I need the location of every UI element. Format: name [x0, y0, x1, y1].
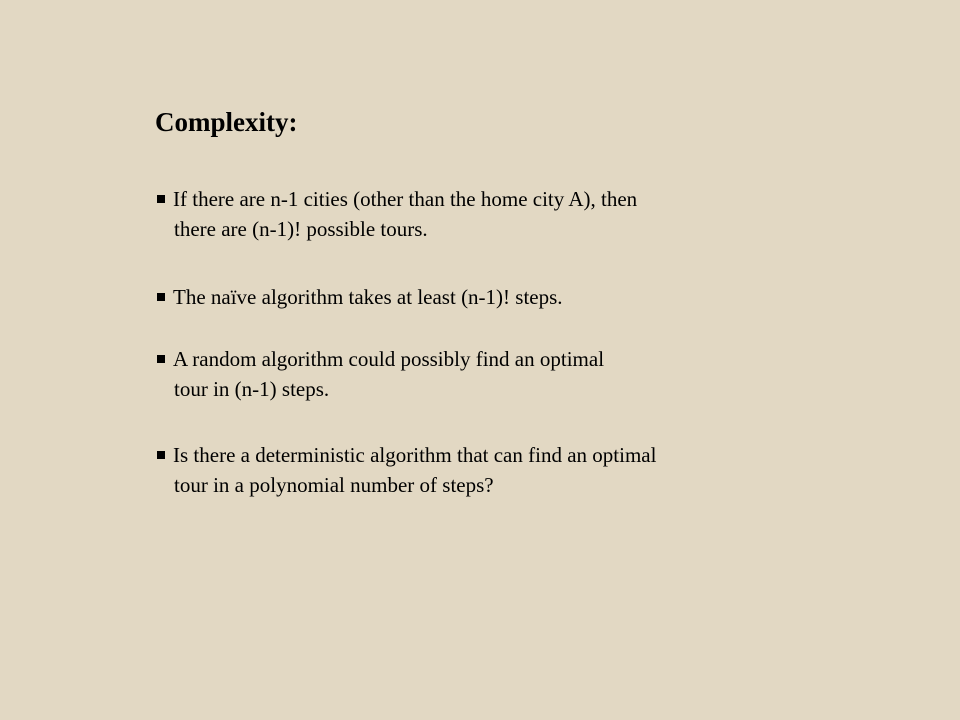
- bullet-text: Is there a deterministic algorithm that can find an optimal: [173, 443, 657, 467]
- square-bullet-icon: [157, 293, 165, 301]
- bullet-text-continuation: tour in (n-1) steps.: [174, 377, 330, 401]
- bullet-text-continuation: there are (n-1)! possible tours.: [174, 217, 428, 241]
- slide-title: Complexity:: [155, 107, 298, 137]
- bullet-text: If there are n-1 cities (other than the home city A), then: [173, 187, 638, 211]
- bullet-text: A random algorithm could possibly find an optimal: [173, 347, 605, 371]
- bullet-item: [157, 282, 563, 312]
- square-bullet-icon: [157, 451, 165, 459]
- bullet-item: [157, 184, 637, 244]
- bullet-text-continuation: tour in a polynomial number of steps?: [174, 473, 494, 497]
- square-bullet-icon: [157, 195, 165, 203]
- bullet-item: [157, 440, 656, 500]
- bullet-item: [157, 344, 604, 404]
- bullet-text: The naïve algorithm takes at least (n-1)! steps.: [173, 285, 563, 309]
- square-bullet-icon: [157, 355, 165, 363]
